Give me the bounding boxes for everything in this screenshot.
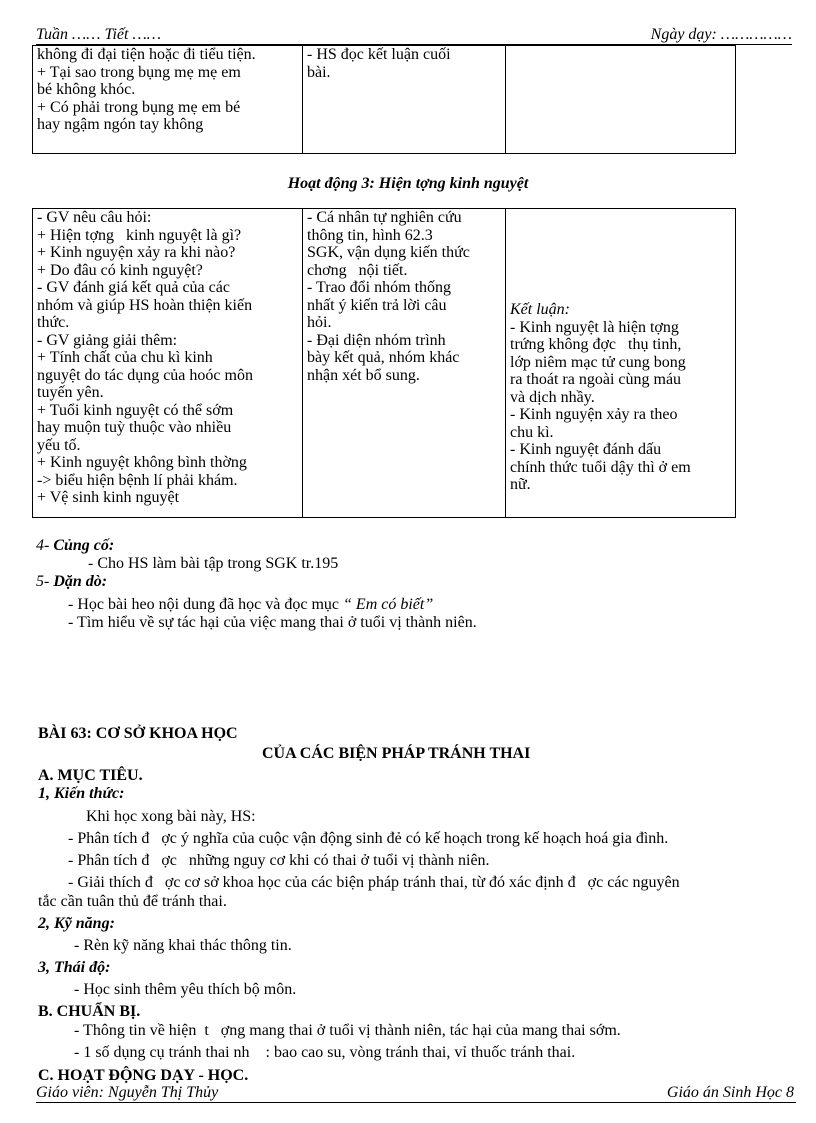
table-line: - Đại diện nhóm trình [307, 331, 446, 349]
table-line: - Kinh nguyệt là hiện tợng [510, 318, 679, 336]
attitude-item: - Học sinh thêm yêu thích bộ môn. [74, 981, 297, 998]
homework-item-2: - Tìm hiểu về sự tác hại của việc mang thai ở tuổi vị thành niên. [68, 614, 477, 631]
student-column [303, 209, 506, 518]
table-line: nhận xét bổ sung. [307, 366, 420, 384]
page-footer [36, 1084, 796, 1103]
table-line: nữ. [510, 476, 531, 493]
skills-heading: 2, Kỹ năng: [38, 915, 115, 932]
table-line: nguyệt do tác dụng của hoóc môn [37, 366, 253, 384]
attitude-heading: 3, Thái độ: [38, 959, 111, 976]
conclusion-column [506, 209, 736, 518]
footer-plan-title: Giáo án Sinh Học 8 [666, 1084, 794, 1101]
table-line: - Cá nhân tự nghiên cứu [307, 209, 462, 226]
table-line: nhất ý kiến trả lời câu [307, 296, 447, 314]
table-line: + Kinh nguyện xảy ra khi nào? [37, 244, 236, 261]
prep-item: - Thông tin về hiện t ợng mang thai ở tuổi vị thành niên, tác hại của mang thai sớm. [74, 1022, 621, 1039]
table-line: hay ngậm ngón tay không [37, 116, 204, 133]
header-week-lesson: Tuần …… Tiết …… [36, 26, 161, 43]
book-section-name: “ Em có biết” [343, 596, 434, 613]
table-line: SGK, vận dụng kiến thức [307, 244, 470, 261]
table-line: + Tuổi kinh nguyệt có thể sớm [37, 401, 234, 419]
table-line: - GV giảng giải thêm: [37, 331, 178, 349]
table-line: - GV đánh giá kết quả của các [37, 279, 230, 296]
header-teaching-date: Ngày dạy: …………… [650, 26, 792, 43]
table-line: - Trao đổi nhóm thống [307, 279, 452, 296]
table-line: - GV nêu câu hỏi: [37, 209, 152, 226]
table-line: + Do đâu có kinh nguyệt? [37, 261, 203, 279]
table-line: không đi đại tiện hoặc đi tiểu tiện. [37, 46, 256, 63]
table-line: và dịch nhầy. [510, 388, 595, 406]
table-line: trứng không đợc thụ tinh, [510, 336, 682, 353]
table-line: -> biểu hiện bệnh lí phải khám. [37, 471, 238, 489]
table-line: bày kết quả, nhóm khác [307, 349, 460, 366]
section-title: Củng cố: [53, 537, 115, 554]
knowledge-heading: 1, Kiến thức: [38, 785, 125, 802]
table-line: + Tại sao trong bụng mẹ mẹ em [37, 63, 241, 81]
section-c-heading: C. HOẠT ĐỘNG DẠY - HỌC. [38, 1067, 249, 1084]
lesson-title-line-1: BÀI 63: CƠ SỞ KHOA HỌC [38, 725, 238, 742]
table-line: + Hiện tợng kinh nguyệt là gì? [37, 226, 242, 244]
table-line: chơng nội tiết. [307, 261, 408, 279]
lesson-title-line-2: CỦA CÁC BIỆN PHÁP TRÁNH THAI [262, 745, 531, 762]
table-line: nhóm và giúp HS hoàn thiện kiến [37, 296, 253, 314]
student-column [303, 46, 506, 154]
table-line: bé không khóc. [37, 81, 136, 98]
table-line: yếu tố. [37, 436, 81, 454]
table-line: tuyến yên. [37, 384, 104, 401]
table-line: - Kinh nguyệt đánh dấu [510, 441, 662, 458]
activity-table-continued [32, 45, 736, 154]
table-line: ra thoát ra ngoài cùng máu [510, 371, 682, 388]
consolidation-heading [36, 537, 114, 555]
footer-teacher: Giáo viên: Nguyễn Thị Thủy [36, 1084, 219, 1101]
table-line: chính thức tuổi dậy thì ở em [510, 458, 691, 476]
section-number: 5- [36, 573, 50, 590]
section-b-heading: B. CHUẨN BỊ. [38, 1003, 141, 1020]
knowledge-item-continued: tắc cần tuân thủ để tránh thai. [38, 893, 227, 910]
knowledge-item: - Phân tích đ ợc những nguy cơ khi có thai ở tuổi vị thành niên. [68, 852, 490, 869]
table-line: hay muộn tuỳ thuộc vào nhiều [37, 419, 232, 436]
conclusion-column [506, 46, 736, 154]
table-line: lớp niêm mạc tử cung bong [510, 353, 686, 371]
table-line: - HS đọc kết luận cuối [307, 46, 451, 63]
skills-item: - Rèn kỹ năng khai thác thông tin. [74, 937, 292, 954]
teacher-column [33, 46, 303, 154]
knowledge-item: - Giải thích đ ợc cơ sở khoa học của các biện pháp tránh thai, từ đó xác định đ ợc các nguyên [68, 874, 680, 891]
table-line: bài. [307, 63, 331, 81]
activity-3-title: Hoạt động 3: Hiện tợng kinh nguyệt [287, 175, 529, 192]
knowledge-item: - Phân tích đ ợc ý nghĩa của cuộc vận động sinh đẻ có kế hoạch trong kế hoạch hoá gia đình. [68, 830, 669, 847]
table-line: thông tin, hình 62.3 [307, 226, 433, 244]
conclusion-label: Kết luận: [510, 301, 570, 318]
homework-heading [36, 573, 107, 591]
table-line: hỏi. [307, 314, 332, 331]
section-title: Dặn dò: [53, 573, 108, 590]
table-line: + Vệ sinh kinh nguyệt [37, 489, 180, 506]
table-line: + Có phải trong bụng mẹ em bé [37, 98, 241, 116]
consolidation-item: - Cho HS làm bài tập trong SGK tr.195 [88, 555, 339, 572]
teacher-column [33, 209, 303, 518]
homework-text: - Học bài heo nội dung đã học và đọc mục [68, 596, 344, 613]
prep-item: - 1 số dụng cụ tránh thai nh : bao cao su, vòng tránh thai, vỉ thuốc tránh thai. [74, 1044, 576, 1061]
table-line: chu kì. [510, 423, 554, 441]
section-a-heading: A. MỤC TIÊU. [38, 767, 143, 784]
homework-item-1 [68, 596, 433, 614]
knowledge-intro: Khi học xong bài này, HS: [86, 808, 256, 825]
table-line: - Kinh nguyện xảy ra theo [510, 406, 678, 423]
table-line: thức. [37, 314, 70, 331]
section-number: 4- [36, 537, 50, 554]
table-line: + Tính chất của chu kì kinh [37, 349, 213, 366]
page-header [36, 26, 792, 45]
activity-3-table [32, 208, 736, 518]
table-line: + Kinh nguyệt không bình thờng [37, 454, 247, 471]
